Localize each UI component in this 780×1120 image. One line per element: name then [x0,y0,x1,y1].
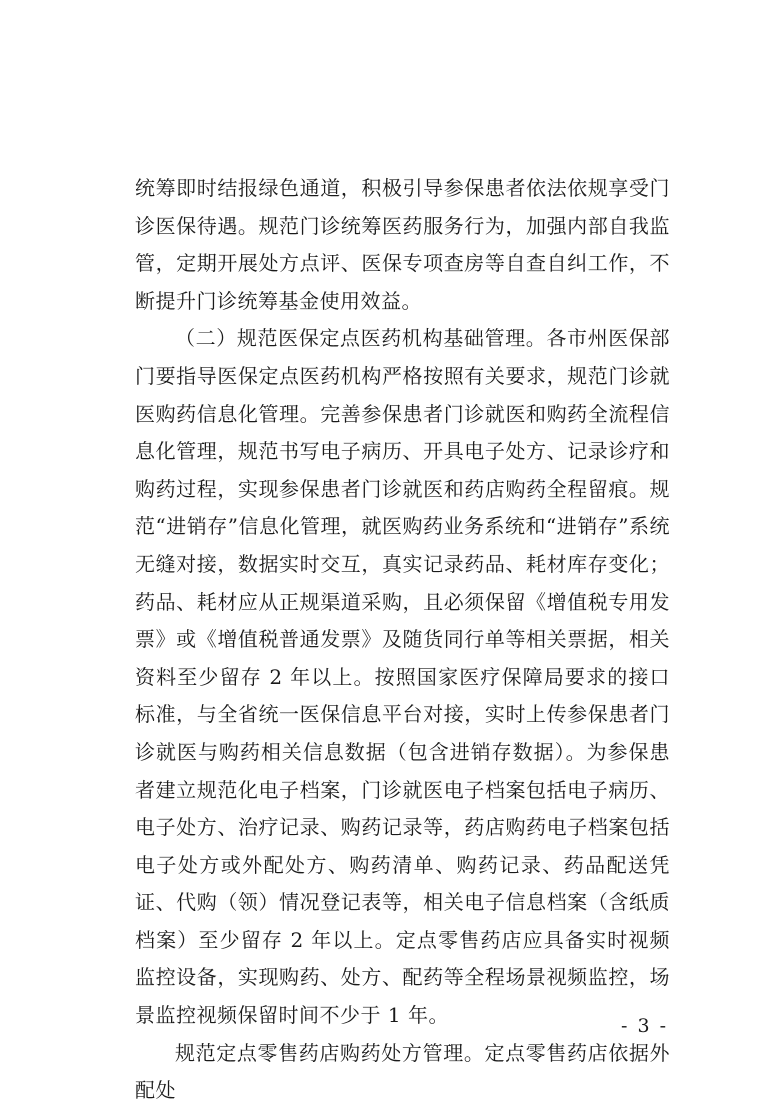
paragraph-section-two: （二）规范医保定点医药机构基础管理。各市州医保部门要指导医保定点医药机构严格按照有关要求，规范门诊就医购药信息化管理。完善参保患者门诊就医和购药全流程信息化管理，规范书写电子病历、开具电子处方、记录诊疗和购药过程，实现参保患者门诊就医和药店购药全程留痕。规范“进销存”信息化管理，就医购药业务系统和“进销存”系统无缝对接，数据实时交互，真实记录药品、耗材库存变化；药品、耗材应从正规渠道采购，且必须保留《增值税专用发票》或《增值税普通发票》及随货同行单等相关票据，相关资料至少留存 2 年以上。按照国家医疗保障局要求的接口标准，与全省统一医保信息平台对接，实时上传参保患者门诊就医与购药相关信息数据（包含进销存数据）。为参保患者建立规范化电子档案，门诊就医电子档案包括电子病历、电子处方、治疗记录、购药记录等，药店购药电子档案包括电子处方或外配处方、购药清单、购药记录、药品配送凭证、代购（领）情况登记表等，相关电子信息档案（含纸质档案）至少留存 2 年以上。定点零售药店应具备实时视频监控设备，实现购药、处方、配药等全程场景视频监控，场景监控视频保留时间不少于 1 年。 [135,326,670,1028]
paragraph-prescription-management: 规范定点零售药店购药处方管理。定点零售药店依据外配处 [135,1040,670,1103]
page-number: - 3 - [620,1015,668,1037]
paragraph-continuation: 统筹即时结报绿色通道，积极引导参保患者依法依规享受门诊医保待遇。规范门诊统筹医药服务行为，加强内部自我监管，定期开展处方点评、医保专项查房等自查自纠工作，不断提升门诊统筹基金使用效益。 [135,176,670,313]
document-body [135,170,670,1110]
